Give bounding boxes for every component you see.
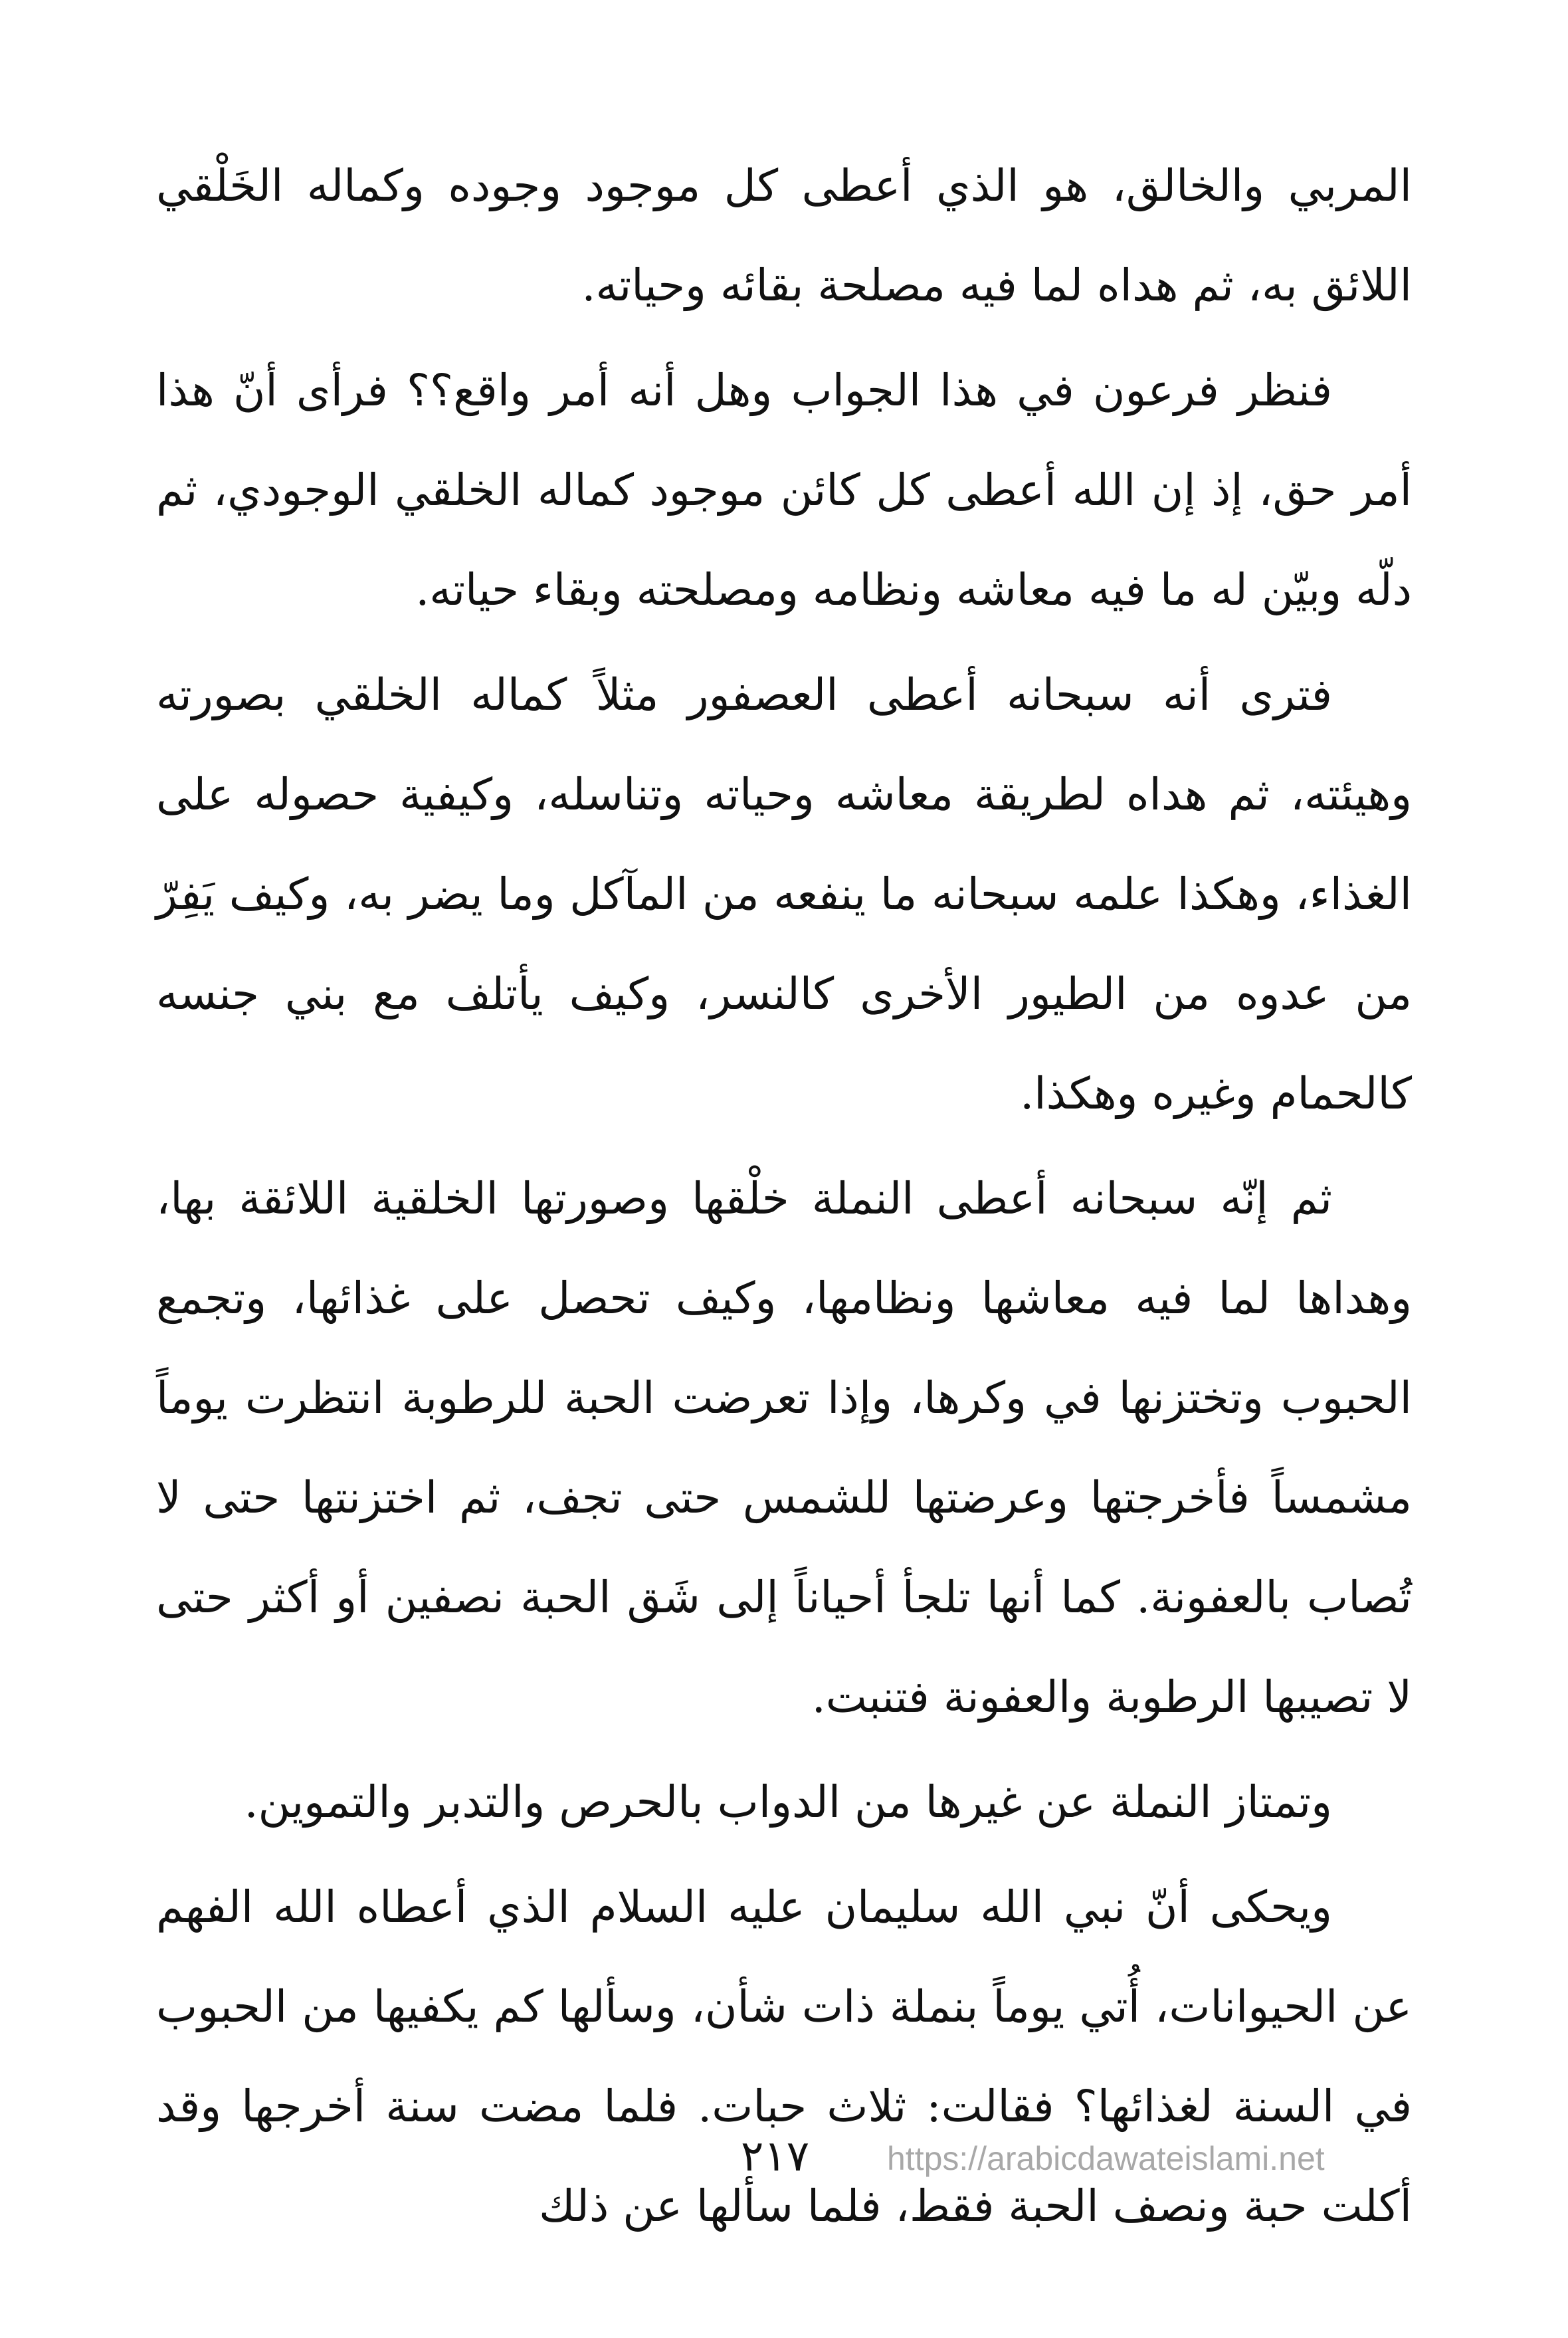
paragraph-2: فنظر فرعون في هذا الجواب وهل أنه أمر واقع؟؟ فرأى أنّ هذا أمر حق، إذ إن الله أعطى كل كائن موجود كماله الخلقي الوجودي، ثم دلّه وبيّن له ما فيه معاشه ونظامه ومصلحته وبقاء حياته. (156, 365, 1412, 615)
watermark-url: https://arabicdawateislami.net (887, 2140, 1325, 2177)
page-footer (0, 2130, 1568, 2183)
paragraph-5: وتمتاز النملة عن غيرها من الدواب بالحرص والتدبر والتموين. (244, 1776, 1332, 1828)
paragraph-6: ويحكى أنّ نبي الله سليمان عليه السلام الذي أعطاه الله الفهم عن الحيوانات، أُتي يوماً بنملة ذات شأن، وسألها كم يكفيها من الحبوب في السنة لغذائها؟ فقالت: ثلاث حبات. فلما مضت سنة أخرجها وقد أكلت حبة ونصف الحبة فقط، فلما سألها عن ذلك (156, 1881, 1412, 2232)
paragraph-4: ثم إنّه سبحانه أعطى النملة خلْقها وصورتها الخلقية اللائقة بها، وهداها لما فيه معاشها ونظامها، وكيف تحصل على غذائها، وتجمع الحبوب وتختزنها في وكرها، وإذا تعرضت الحبة للرطوبة انتظرت يوماً مشمساً فأخرجتها وعرضتها للشمس حتى تجف، ثم اختزنتها حتى لا تُصاب بالعفونة. كما أنها تلجأ أحياناً إلى شَق الحبة نصفين أو أكثر حتى لا تصيبها الرطوبة والعفونة فتنبت. (156, 1173, 1412, 1723)
paragraph-1: المربي والخالق، هو الذي أعطى كل موجود وجوده وكماله الخَلْقي اللائق به، ثم هداه لما فيه مصلحة بقائه وحياته. (156, 160, 1412, 311)
paragraph-3: فترى أنه سبحانه أعطى العصفور مثلاً كماله الخلقي بصورته وهيئته، ثم هداه لطريقة معاشه وحياته وتناسله، وكيفية حصوله على الغذاء، وهكذا علمه سبحانه ما ينفعه من المآكل وما يضر به، وكيف يَفِرّ من عدوه من الطيور الأخرى كالنسر، وكيف يأتلف مع بني جنسه كالحمام وغيره وهكذا. (156, 669, 1412, 1119)
page-number: ٢١٧ (741, 2132, 810, 2181)
body-text (156, 136, 1412, 2262)
